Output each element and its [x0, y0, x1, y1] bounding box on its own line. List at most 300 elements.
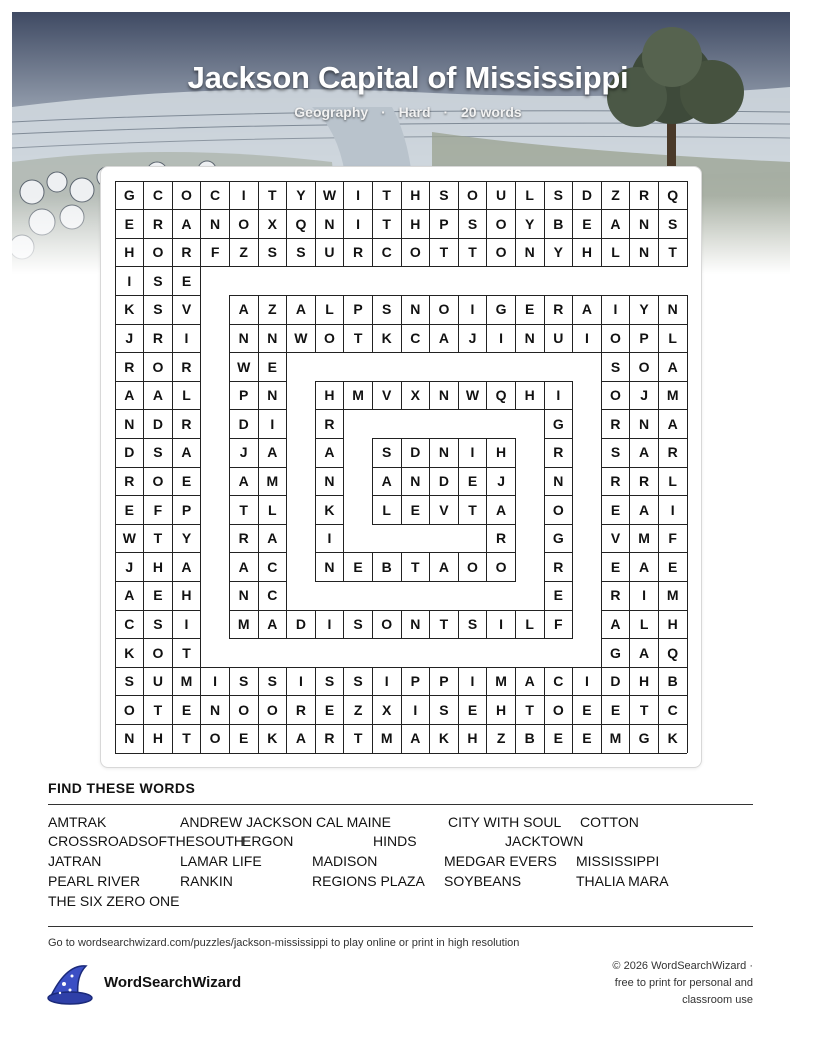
grid-cell[interactable]: Y [639, 301, 649, 318]
grid-cell[interactable]: E [610, 558, 621, 575]
grid-cell[interactable]: A [639, 558, 650, 575]
grid-cell[interactable]: M [495, 673, 507, 690]
grid-cell[interactable]: A [667, 415, 678, 432]
grid-cell[interactable]: S [153, 301, 163, 318]
grid-cell[interactable]: R [553, 558, 564, 575]
grid-cell[interactable]: O [409, 244, 421, 261]
grid-cell[interactable]: H [496, 444, 507, 461]
grid-cell[interactable]: J [239, 444, 248, 461]
grid-cell[interactable]: T [353, 330, 363, 346]
grid-cell[interactable]: R [610, 473, 621, 489]
grid-cell[interactable]: T [382, 215, 391, 232]
grid-cell[interactable]: C [124, 616, 135, 632]
grid-cell[interactable]: Q [667, 187, 679, 203]
grid-cell[interactable]: Y [553, 244, 563, 261]
grid-cell[interactable]: I [470, 673, 475, 690]
grid-cell[interactable]: L [639, 616, 649, 632]
grid-cell[interactable]: D [238, 415, 249, 432]
grid-cell[interactable]: M [609, 730, 622, 747]
grid-cell[interactable]: I [642, 587, 647, 604]
grid-cell[interactable]: S [239, 673, 249, 690]
grid-cell[interactable]: E [181, 701, 192, 718]
grid-cell[interactable]: D [295, 616, 306, 632]
grid-cell[interactable]: I [127, 272, 132, 289]
grid-cell[interactable]: T [353, 730, 363, 747]
grid-cell[interactable]: A [267, 444, 278, 461]
grid-cell[interactable]: Z [611, 187, 620, 203]
grid-cell[interactable]: H [524, 387, 535, 404]
grid-cell[interactable]: A [267, 616, 278, 632]
grid-cell[interactable]: S [610, 444, 621, 461]
grid-cell[interactable]: N [667, 301, 678, 318]
grid-cell[interactable]: V [382, 387, 392, 404]
grid-cell[interactable]: R [181, 358, 192, 375]
grid-cell[interactable]: H [124, 244, 135, 261]
grid-cell[interactable]: N [410, 616, 421, 632]
grid-cell[interactable]: J [125, 330, 134, 346]
grid-cell[interactable]: K [324, 501, 335, 518]
grid-cell[interactable]: K [124, 644, 135, 661]
grid-cell[interactable]: N [410, 473, 421, 489]
grid-cell[interactable]: E [582, 730, 592, 747]
grid-cell[interactable]: W [237, 358, 251, 375]
grid-cell[interactable]: C [553, 673, 564, 690]
grid-cell[interactable]: S [353, 673, 363, 690]
grid-cell[interactable]: C [267, 558, 278, 575]
grid-cell[interactable]: L [182, 387, 191, 404]
grid-cell[interactable]: I [384, 673, 389, 690]
grid-cell[interactable]: E [582, 701, 592, 718]
grid-cell[interactable]: V [610, 530, 621, 547]
grid-cell[interactable]: R [353, 244, 364, 261]
grid-cell[interactable]: P [353, 301, 363, 318]
grid-cell[interactable]: T [468, 501, 477, 518]
grid-cell[interactable]: R [238, 530, 249, 547]
grid-cell[interactable]: H [152, 730, 163, 747]
grid-cell[interactable]: T [439, 244, 449, 261]
grid-cell[interactable]: B [524, 730, 535, 747]
grid-cell[interactable]: N [438, 444, 449, 461]
grid-cell[interactable]: S [324, 673, 335, 690]
grid-cell[interactable]: A [524, 673, 535, 690]
grid-cell[interactable]: C [152, 187, 163, 203]
grid-cell[interactable]: A [581, 301, 592, 318]
grid-cell[interactable]: S [153, 272, 163, 289]
grid-cell[interactable]: W [322, 187, 337, 203]
grid-cell[interactable]: C [210, 187, 221, 203]
grid-cell[interactable]: K [667, 730, 678, 747]
grid-cell[interactable]: T [153, 701, 163, 718]
grid-cell[interactable]: R [610, 587, 621, 604]
grid-cell[interactable]: O [495, 244, 507, 261]
grid-cell[interactable]: R [124, 473, 135, 489]
grid-cell[interactable]: E [610, 501, 621, 518]
grid-cell[interactable]: O [610, 387, 621, 404]
grid-cell[interactable]: S [467, 616, 478, 632]
grid-cell[interactable]: C [667, 701, 678, 718]
grid-cell[interactable]: U [553, 330, 564, 346]
grid-cell[interactable]: I [499, 330, 504, 346]
grid-cell[interactable]: X [267, 215, 277, 232]
grid-cell[interactable]: O [123, 701, 135, 718]
grid-cell[interactable]: T [411, 558, 420, 575]
grid-cell[interactable]: A [152, 387, 163, 404]
grid-cell[interactable]: G [495, 301, 507, 318]
grid-cell[interactable]: M [666, 387, 679, 404]
grid-cell[interactable]: R [181, 415, 192, 432]
grid-cell[interactable]: N [524, 330, 535, 346]
grid-cell[interactable]: I [184, 616, 189, 632]
grid-cell[interactable]: M [666, 587, 679, 604]
grid-cell[interactable]: U [152, 673, 163, 690]
grid-cell[interactable]: H [181, 587, 192, 604]
grid-cell[interactable]: A [438, 330, 449, 346]
grid-cell[interactable]: T [468, 244, 477, 261]
grid-cell[interactable]: R [181, 244, 192, 261]
grid-cell[interactable]: P [639, 330, 649, 346]
grid-cell[interactable]: X [410, 387, 420, 404]
grid-cell[interactable]: H [581, 244, 592, 261]
grid-cell[interactable]: O [552, 501, 564, 518]
grid-cell[interactable]: N [238, 587, 249, 604]
grid-cell[interactable]: H [467, 730, 478, 747]
grid-cell[interactable]: Q [667, 644, 679, 661]
grid-cell[interactable]: W [122, 530, 136, 547]
grid-cell[interactable]: H [639, 673, 650, 690]
grid-cell[interactable]: O [467, 558, 478, 575]
grid-cell[interactable]: L [382, 501, 391, 518]
grid-cell[interactable]: J [640, 387, 648, 404]
grid-cell[interactable]: A [295, 301, 306, 318]
grid-cell[interactable]: R [152, 215, 163, 232]
grid-cell[interactable]: O [638, 358, 650, 375]
grid-cell[interactable]: B [667, 673, 678, 690]
grid-cell[interactable]: A [496, 501, 507, 518]
grid-cell[interactable]: C [410, 330, 421, 346]
grid-cell[interactable]: O [209, 730, 221, 747]
grid-cell[interactable]: T [182, 644, 191, 661]
grid-cell[interactable]: J [468, 330, 477, 346]
grid-cell[interactable]: B [381, 558, 392, 575]
grid-cell[interactable]: G [552, 530, 564, 547]
grid-cell[interactable]: Y [525, 215, 535, 232]
grid-cell[interactable]: E [410, 501, 420, 518]
grid-cell[interactable]: D [410, 444, 421, 461]
grid-cell[interactable]: I [470, 301, 475, 318]
grid-cell[interactable]: J [497, 473, 505, 489]
grid-cell[interactable]: M [237, 616, 250, 632]
grid-cell[interactable]: S [124, 673, 134, 690]
grid-cell[interactable]: X [382, 701, 392, 718]
grid-cell[interactable]: I [356, 215, 361, 232]
grid-cell[interactable]: N [553, 473, 564, 489]
grid-cell[interactable]: C [267, 587, 278, 604]
grid-cell[interactable]: Z [353, 701, 363, 718]
grid-cell[interactable]: N [238, 330, 249, 346]
grid-cell[interactable]: A [438, 558, 449, 575]
grid-cell[interactable]: F [153, 501, 163, 518]
grid-cell[interactable]: O [152, 244, 164, 261]
grid-cell[interactable]: I [613, 301, 618, 318]
grid-cell[interactable]: S [668, 215, 678, 232]
grid-cell[interactable]: E [553, 730, 563, 747]
grid-cell[interactable]: Z [239, 244, 248, 261]
grid-cell[interactable]: E [181, 473, 192, 489]
grid-cell[interactable]: A [639, 501, 650, 518]
grid-cell[interactable]: R [639, 473, 650, 489]
grid-cell[interactable]: T [668, 244, 677, 261]
grid-cell[interactable]: F [210, 244, 220, 261]
grid-cell[interactable]: A [667, 358, 678, 375]
grid-cell[interactable]: O [181, 187, 192, 203]
grid-cell[interactable]: E [181, 272, 192, 289]
grid-cell[interactable]: T [525, 701, 534, 718]
grid-cell[interactable]: E [467, 701, 478, 718]
grid-cell[interactable]: S [267, 244, 277, 261]
grid-cell[interactable]: P [239, 387, 249, 404]
grid-cell[interactable]: I [241, 187, 246, 203]
grid-cell[interactable]: P [181, 501, 192, 518]
grid-cell[interactable]: Z [496, 730, 506, 747]
grid-cell[interactable]: H [324, 387, 335, 404]
grid-cell[interactable]: N [267, 330, 278, 346]
grid-cell[interactable]: O [495, 558, 507, 575]
grid-cell[interactable]: I [356, 187, 361, 203]
grid-cell[interactable]: K [124, 301, 135, 318]
grid-cell[interactable]: L [668, 330, 677, 346]
grid-cell[interactable]: R [124, 358, 135, 375]
grid-cell[interactable]: A [181, 558, 192, 575]
grid-cell[interactable]: N [410, 301, 421, 318]
grid-cell[interactable]: L [525, 187, 534, 203]
grid-cell[interactable]: Q [495, 387, 507, 404]
grid-cell[interactable]: N [324, 215, 335, 232]
grid-cell[interactable]: W [294, 330, 308, 346]
grid-cell[interactable]: G [552, 415, 564, 432]
grid-cell[interactable]: H [496, 701, 507, 718]
grid-cell[interactable]: O [438, 301, 450, 318]
grid-cell[interactable]: Y [181, 530, 192, 547]
grid-cell[interactable]: A [295, 730, 306, 747]
grid-cell[interactable]: R [324, 415, 335, 432]
grid-cell[interactable]: H [410, 215, 421, 232]
grid-cell[interactable]: E [124, 501, 134, 518]
grid-cell[interactable]: S [153, 444, 163, 461]
grid-cell[interactable]: H [152, 558, 163, 575]
grid-cell[interactable]: O [552, 701, 564, 718]
grid-cell[interactable]: N [639, 415, 650, 432]
grid-cell[interactable]: A [639, 444, 650, 461]
grid-cell[interactable]: I [556, 387, 561, 404]
grid-cell[interactable]: R [667, 444, 678, 461]
grid-cell[interactable]: A [610, 215, 621, 232]
grid-cell[interactable]: A [124, 587, 135, 604]
grid-cell[interactable]: O [238, 215, 250, 232]
grid-cell[interactable]: K [267, 730, 278, 747]
grid-cell[interactable]: R [639, 187, 650, 203]
grid-cell[interactable]: L [268, 501, 277, 518]
grid-cell[interactable]: A [610, 616, 621, 632]
grid-cell[interactable]: S [439, 701, 449, 718]
grid-cell[interactable]: O [495, 215, 507, 232]
grid-cell[interactable]: O [152, 644, 164, 661]
grid-cell[interactable]: I [413, 701, 418, 718]
grid-cell[interactable]: A [238, 301, 249, 318]
grid-cell[interactable]: J [125, 558, 134, 575]
grid-cell[interactable]: R [295, 701, 306, 718]
grid-cell[interactable]: T [268, 187, 277, 203]
grid-cell[interactable]: O [152, 358, 164, 375]
grid-cell[interactable]: O [467, 187, 478, 203]
grid-cell[interactable]: N [124, 415, 135, 432]
grid-cell[interactable]: A [124, 387, 135, 404]
grid-cell[interactable]: U [324, 244, 335, 261]
grid-cell[interactable]: I [298, 673, 303, 690]
grid-cell[interactable]: S [467, 215, 478, 232]
grid-cell[interactable]: O [266, 701, 278, 718]
grid-cell[interactable]: I [584, 330, 589, 346]
grid-cell[interactable]: D [438, 473, 449, 489]
grid-cell[interactable]: I [670, 501, 675, 518]
grid-cell[interactable]: Y [296, 187, 306, 203]
grid-cell[interactable]: S [610, 358, 621, 375]
grid-cell[interactable]: N [438, 387, 449, 404]
grid-cell[interactable]: I [327, 616, 332, 632]
grid-cell[interactable]: N [267, 387, 278, 404]
grid-cell[interactable]: D [124, 444, 135, 461]
grid-cell[interactable]: G [638, 730, 650, 747]
grid-cell[interactable]: A [324, 444, 335, 461]
grid-cell[interactable]: H [410, 187, 421, 203]
grid-cell[interactable]: K [438, 730, 449, 747]
grid-cell[interactable]: S [267, 673, 277, 690]
grid-cell[interactable]: M [638, 530, 650, 547]
grid-cell[interactable]: V [181, 301, 192, 318]
grid-cell[interactable]: N [124, 730, 135, 747]
grid-cell[interactable]: T [153, 530, 163, 547]
grid-cell[interactable]: E [267, 358, 277, 375]
grid-cell[interactable]: A [181, 215, 192, 232]
grid-cell[interactable]: S [353, 616, 363, 632]
grid-cell[interactable]: E [553, 587, 563, 604]
grid-cell[interactable]: S [439, 187, 449, 203]
grid-cell[interactable]: T [439, 616, 449, 632]
grid-cell[interactable]: I [213, 673, 218, 690]
grid-cell[interactable]: M [266, 473, 279, 489]
grid-cell[interactable]: I [499, 616, 504, 632]
grid-cell[interactable]: I [184, 330, 189, 346]
grid-cell[interactable]: W [465, 387, 480, 404]
grid-cell[interactable]: V [439, 501, 449, 518]
grid-cell[interactable]: S [382, 301, 392, 318]
grid-cell[interactable]: S [153, 616, 163, 632]
grid-cell[interactable]: O [324, 330, 335, 346]
grid-cell[interactable]: L [668, 473, 677, 489]
grid-cell[interactable]: E [467, 473, 478, 489]
grid-cell[interactable]: I [470, 444, 475, 461]
grid-cell[interactable]: R [553, 301, 564, 318]
grid-cell[interactable]: T [382, 187, 391, 203]
grid-cell[interactable]: L [611, 244, 620, 261]
grid-cell[interactable]: M [180, 673, 193, 690]
grid-cell[interactable]: T [182, 730, 191, 747]
grid-cell[interactable]: D [152, 415, 163, 432]
grid-cell[interactable]: N [324, 558, 335, 575]
grid-cell[interactable]: E [610, 701, 621, 718]
grid-cell[interactable]: G [123, 187, 135, 203]
grid-cell[interactable]: D [581, 187, 592, 203]
grid-cell[interactable]: N [639, 244, 650, 261]
grid-cell[interactable]: R [324, 730, 335, 747]
grid-cell[interactable]: E [239, 730, 249, 747]
grid-cell[interactable]: N [210, 701, 221, 718]
grid-cell[interactable]: C [381, 244, 392, 261]
grid-cell[interactable]: K [381, 330, 392, 346]
grid-cell[interactable]: A [410, 730, 421, 747]
grid-cell[interactable]: N [210, 215, 221, 232]
grid-cell[interactable]: R [152, 330, 163, 346]
grid-cell[interactable]: Z [268, 301, 277, 318]
grid-cell[interactable]: E [353, 558, 363, 575]
grid-cell[interactable]: R [496, 530, 507, 547]
grid-cell[interactable]: A [267, 530, 278, 547]
grid-cell[interactable]: F [554, 616, 563, 632]
grid-cell[interactable]: E [668, 558, 678, 575]
grid-cell[interactable]: R [553, 444, 564, 461]
grid-cell[interactable]: A [238, 558, 249, 575]
grid-cell[interactable]: A [238, 473, 249, 489]
grid-cell[interactable]: O [381, 616, 393, 632]
grid-cell[interactable]: M [380, 730, 393, 747]
grid-cell[interactable]: I [327, 530, 332, 547]
grid-cell[interactable]: E [153, 587, 163, 604]
grid-cell[interactable]: O [610, 330, 621, 346]
grid-cell[interactable]: I [584, 673, 589, 690]
grid-cell[interactable]: Q [295, 215, 307, 232]
grid-cell[interactable]: E [124, 215, 134, 232]
grid-cell[interactable]: A [381, 473, 392, 489]
grid-cell[interactable]: B [553, 215, 564, 232]
grid-cell[interactable]: E [324, 701, 335, 718]
grid-cell[interactable]: S [296, 244, 306, 261]
grid-cell[interactable]: A [639, 644, 650, 661]
grid-cell[interactable]: A [181, 444, 192, 461]
grid-cell[interactable]: F [668, 530, 677, 547]
grid-cell[interactable]: S [553, 187, 563, 203]
grid-cell[interactable]: N [524, 244, 535, 261]
grid-cell[interactable]: I [270, 415, 275, 432]
grid-cell[interactable]: U [496, 187, 507, 203]
grid-cell[interactable]: E [582, 215, 592, 232]
grid-cell[interactable]: L [525, 616, 534, 632]
grid-cell[interactable]: T [239, 501, 248, 518]
grid-cell[interactable]: S [382, 444, 392, 461]
grid-cell[interactable]: G [610, 644, 621, 661]
grid-cell[interactable]: H [667, 616, 678, 632]
grid-cell[interactable]: P [439, 215, 449, 232]
grid-cell[interactable]: D [610, 673, 621, 690]
grid-cell[interactable]: P [410, 673, 420, 690]
grid-cell[interactable]: L [325, 301, 334, 318]
grid-cell[interactable]: T [639, 701, 649, 718]
grid-cell[interactable]: E [525, 301, 535, 318]
grid-cell[interactable]: O [238, 701, 250, 718]
grid-cell[interactable]: R [610, 415, 621, 432]
grid-cell[interactable]: M [352, 387, 364, 404]
grid-cell[interactable]: N [639, 215, 650, 232]
grid-cell[interactable]: N [324, 473, 335, 489]
grid-cell[interactable]: O [152, 473, 164, 489]
